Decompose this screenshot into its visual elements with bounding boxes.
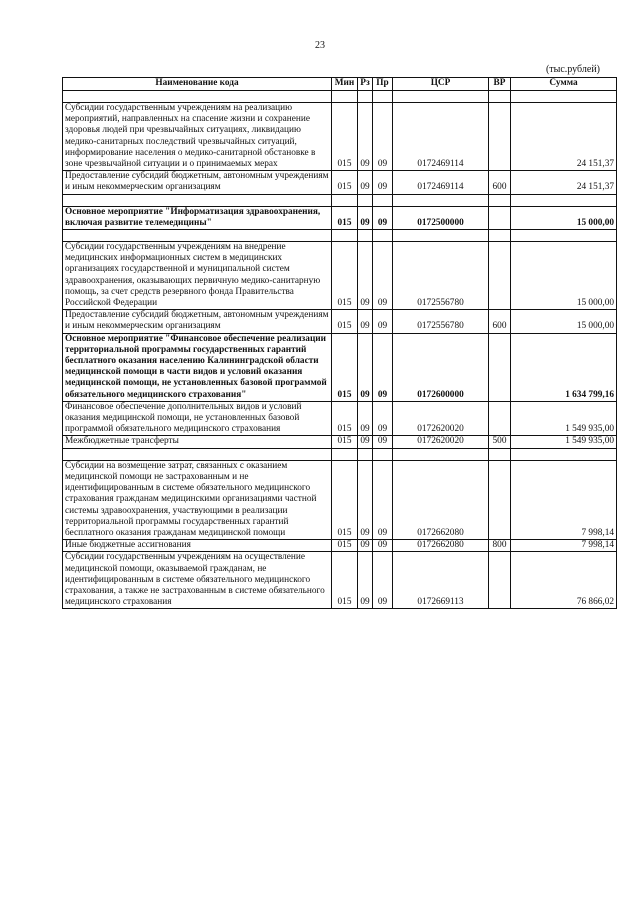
header-sum: Сумма: [511, 78, 617, 91]
spacer-row: [63, 91, 617, 103]
table-row: Субсидии государственным учреждениям на осуществление медицинской помощи, оказываемой гражданам, не идентифицированным в системе обязательного медицинского страхования, а также не застрахованным в системе обязательного медицинского страхования 015 09 09 0172669113 76 866,02: [63, 552, 617, 609]
budget-table: [62, 77, 617, 609]
table-header-row: [63, 78, 617, 91]
table-row: Предоставление субсидий бюджетным, автономным учреждениям и иным некоммерческим организациям 015 09 09 0172556780 600 15 000,00: [63, 310, 617, 333]
header-csr: ЦСР: [393, 78, 489, 91]
spacer-row: [63, 448, 617, 460]
table-row: Основное мероприятие "Финансовое обеспечение реализации территориальной программы государственных гарантий бесплатного оказания населению Калининградской области медицинской помощи в части видов и условий оказания медицинской помощи, не установленных базовой программой обязательного медицинского страхования" 015 09 09 0172600000 1 634 799,16: [63, 333, 617, 401]
table-row: Межбюджетные трансферты 015 09 09 0172620020 500 1 549 935,00: [63, 436, 617, 448]
header-name: Наименование кода: [63, 78, 332, 91]
table-row: Иные бюджетные ассигнования 015 09 09 0172662080 800 7 998,14: [63, 540, 617, 552]
unit-note: (тыс.рублей): [545, 64, 600, 75]
table-row: Основное мероприятие "Информатизация здравоохранения, включая развитие телемедицины" 015 09 09 0172500000 15 000,00: [63, 206, 617, 229]
spacer-row: [63, 230, 617, 242]
header-vr: ВР: [489, 78, 511, 91]
table-row: Субсидии государственным учреждениям на внедрение медицинских информационных систем в медицинских организациях государственной и муниципальной систем здравоохранения, оказывающих первичную медико-санитарную помощь, за счет средств резервного фонда Правительства Российской Федерации 015 09 09 0172556780 15 000,00: [63, 242, 617, 310]
table-row: Финансовое обеспечение дополнительных видов и условий оказания медицинской помощи, не установленных базовой программой обязательного медицинского страхования 015 09 09 0172620020 1 549 935,00: [63, 401, 617, 436]
table-row: Субсидии государственным учреждениям на реализацию мероприятий, направленных на спасение жизни и сохранение здоровья людей при чрезвычайных ситуациях, ликвидацию медико-санитарных последствий чрезвычайных ситуаций, информирование населения о медико-санитарной обстановке в зоне чрезвычайной ситуации и о принимаемых мерах 015 09 09 0172469114 24 151,37: [63, 103, 617, 171]
header-rz: Рз: [358, 78, 373, 91]
spacer-row: [63, 194, 617, 206]
header-pr: Пр: [373, 78, 393, 91]
table-row: Предоставление субсидий бюджетным, автономным учреждениям и иным некоммерческим организациям 015 09 09 0172469114 600 24 151,37: [63, 171, 617, 194]
page-number: 23: [315, 40, 325, 51]
header-min: Мин: [332, 78, 358, 91]
table-row: Субсидии на возмещение затрат, связанных с оказанием медицинской помощи не застрахованным и не идентифицированным в системе обязательного медицинского страхования гражданам медицинскими организациями частной системы здравоохранения, участвующими в реализации территориальной программы государственных гарантий бесплатного оказания гражданам медицинской помощи 015 09 09 0172662080 7 998,14: [63, 460, 617, 539]
